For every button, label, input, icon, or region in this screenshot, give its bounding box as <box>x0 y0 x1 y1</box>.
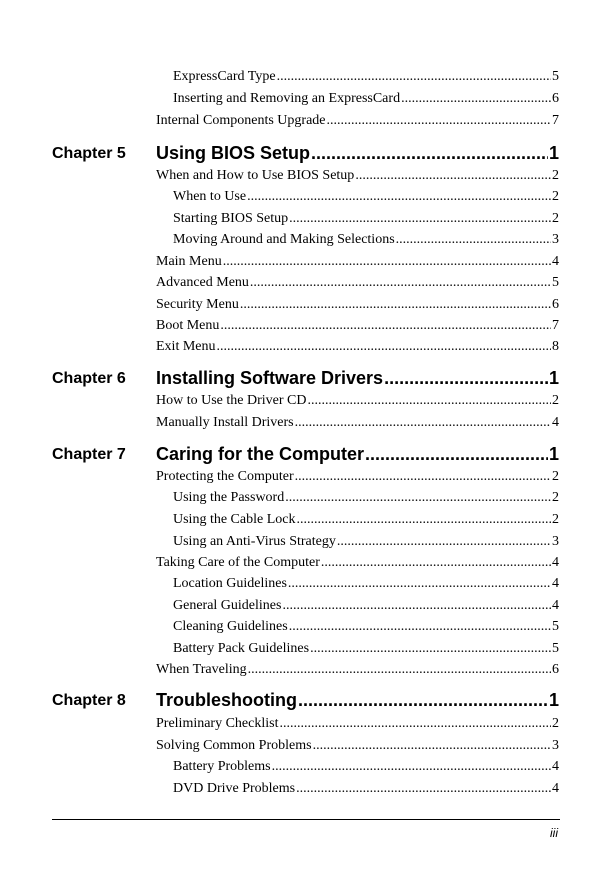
toc-entry[interactable] <box>173 189 559 205</box>
toc-entry-page: 2 <box>552 189 559 204</box>
toc-entry[interactable] <box>173 619 559 635</box>
chapter-title: Using BIOS Setup <box>156 143 311 163</box>
toc-entry-page: 5 <box>552 619 559 634</box>
toc-entry-title: Using the Cable Lock <box>173 512 296 527</box>
dot-leader <box>327 113 551 129</box>
toc-entry-page: 4 <box>552 254 559 269</box>
toc-entry-title: Taking Care of the Computer <box>156 555 320 570</box>
dot-leader <box>220 318 551 334</box>
dot-leader <box>250 275 551 291</box>
toc-entry[interactable] <box>156 297 559 313</box>
dot-leader <box>365 444 548 465</box>
toc-entry[interactable] <box>156 113 559 129</box>
dot-leader <box>247 189 551 205</box>
toc-entry-title: When Traveling <box>156 662 247 677</box>
dot-leader <box>310 641 551 657</box>
dot-leader <box>289 211 551 227</box>
dot-leader <box>248 662 551 678</box>
toc-entry[interactable] <box>156 469 559 485</box>
dot-leader <box>337 534 551 550</box>
toc-entry[interactable] <box>173 576 559 592</box>
chapter-title: Installing Software Drivers <box>156 368 384 388</box>
toc-entry[interactable] <box>156 716 559 732</box>
chapter-title: Caring for the Computer <box>156 444 365 464</box>
toc-entry-page: 5 <box>552 641 559 656</box>
dot-leader <box>307 393 551 409</box>
toc-entry-title: Inserting and Removing an ExpressCard <box>173 91 401 106</box>
toc-entry[interactable] <box>173 232 559 248</box>
dot-leader <box>321 555 551 571</box>
chapter-page: 1 <box>548 368 559 388</box>
dot-leader <box>401 91 551 107</box>
toc-entry-title: When and How to Use BIOS Setup <box>156 168 355 183</box>
toc-entry-title: Using the Password <box>173 490 285 505</box>
dot-leader <box>282 598 551 614</box>
toc-entry-page: 8 <box>552 339 559 354</box>
toc-entry-page: 2 <box>552 512 559 527</box>
toc-entry-title: Battery Problems <box>173 759 271 774</box>
dot-leader <box>311 143 548 164</box>
chapter-heading[interactable] <box>156 143 559 164</box>
toc-entry-page: 4 <box>552 576 559 591</box>
dot-leader <box>384 368 548 389</box>
toc-entry-title: Using an Anti-Virus Strategy <box>173 534 336 549</box>
toc-entry-title: Manually Install Drivers <box>156 415 294 430</box>
chapter-page: 1 <box>548 690 559 710</box>
chapter-page: 1 <box>548 444 559 464</box>
toc-entry-page: 6 <box>552 297 559 312</box>
dot-leader <box>288 576 551 592</box>
toc-entry-title: Security Menu <box>156 297 239 312</box>
dot-leader <box>217 339 552 355</box>
toc-entry-page: 2 <box>552 393 559 408</box>
toc-entry[interactable] <box>156 415 559 431</box>
dot-leader <box>295 415 551 431</box>
dot-leader <box>296 781 551 797</box>
toc-entry-title: Main Menu <box>156 254 222 269</box>
toc-entry-page: 6 <box>552 662 559 677</box>
toc-entry-title: Preliminary Checklist <box>156 716 279 731</box>
toc-entry-page: 5 <box>552 275 559 290</box>
toc-entry-title: Exit Menu <box>156 339 216 354</box>
toc-entry-page: 2 <box>552 490 559 505</box>
toc-entry[interactable] <box>173 759 559 775</box>
dot-leader <box>295 469 551 485</box>
toc-entry-title: Moving Around and Making Selections <box>173 232 395 247</box>
toc-entry-page: 6 <box>552 91 559 106</box>
dot-leader <box>240 297 551 313</box>
toc-entry[interactable] <box>173 598 559 614</box>
dot-leader <box>298 690 548 711</box>
toc-entry-title: Location Guidelines <box>173 576 287 591</box>
toc-entry-title: Advanced Menu <box>156 275 249 290</box>
dot-leader <box>272 759 551 775</box>
chapter-label: Chapter 7 <box>52 446 126 463</box>
toc-entry-title: Starting BIOS Setup <box>173 211 289 226</box>
dot-leader <box>396 232 551 248</box>
toc-entry-page: 3 <box>552 738 559 753</box>
toc-entry-title: When to Use <box>173 189 247 204</box>
dot-leader <box>223 254 551 270</box>
toc-entry[interactable] <box>156 555 559 571</box>
toc-entry[interactable] <box>173 781 559 797</box>
toc-entry[interactable] <box>156 254 559 270</box>
toc-entry-title: General Guidelines <box>173 598 282 613</box>
toc-entry-page: 2 <box>552 211 559 226</box>
chapter-heading[interactable] <box>156 368 559 389</box>
chapter-heading[interactable] <box>156 690 559 711</box>
toc-entry-page: 7 <box>552 113 559 128</box>
dot-leader <box>289 619 551 635</box>
dot-leader <box>277 69 551 85</box>
dot-leader <box>285 490 551 506</box>
toc-entry-page: 3 <box>552 232 559 247</box>
chapter-label: Chapter 6 <box>52 370 126 387</box>
dot-leader <box>355 168 551 184</box>
toc-entry-page: 4 <box>552 759 559 774</box>
toc-entry[interactable] <box>156 318 559 334</box>
dot-leader <box>313 738 551 754</box>
toc-entry-title: Battery Pack Guidelines <box>173 641 310 656</box>
toc-entry-page: 5 <box>552 69 559 84</box>
dot-leader <box>296 512 551 528</box>
toc-entry[interactable] <box>173 641 559 657</box>
toc-entry-title: How to Use the Driver CD <box>156 393 307 408</box>
toc-entry[interactable] <box>173 69 559 85</box>
toc-entry-page: 4 <box>552 555 559 570</box>
toc-entry[interactable] <box>173 91 559 107</box>
toc-entry-title: Cleaning Guidelines <box>173 619 288 634</box>
toc-entry-page: 2 <box>552 469 559 484</box>
toc-entry-title: Solving Common Problems <box>156 738 312 753</box>
chapter-label: Chapter 5 <box>52 145 126 162</box>
toc-entry-page: 4 <box>552 415 559 430</box>
toc-entry-title: DVD Drive Problems <box>173 781 296 796</box>
toc-entry-page: 4 <box>552 598 559 613</box>
toc-entry[interactable] <box>156 738 559 754</box>
toc-entry[interactable] <box>173 490 559 506</box>
footer-rule <box>52 819 560 820</box>
toc-entry[interactable] <box>173 211 559 227</box>
toc-entry-page: 3 <box>552 534 559 549</box>
toc-entry[interactable] <box>156 339 559 355</box>
page-number: iii <box>550 826 558 840</box>
toc-entry-title: Boot Menu <box>156 318 220 333</box>
chapter-heading[interactable] <box>156 444 559 465</box>
toc-entry[interactable] <box>156 275 559 291</box>
chapter-title: Troubleshooting <box>156 690 297 710</box>
toc-entry-page: 4 <box>552 781 559 796</box>
toc-entry-title: ExpressCard Type <box>173 69 276 84</box>
toc-entry-page: 7 <box>552 318 559 333</box>
chapter-page: 1 <box>548 143 559 163</box>
chapter-label: Chapter 8 <box>52 692 126 709</box>
toc-entry-title: Internal Components Upgrade <box>156 113 326 128</box>
toc-entry[interactable] <box>173 512 559 528</box>
toc-entry-page: 2 <box>552 168 559 183</box>
toc-entry-title: Protecting the Computer <box>156 469 294 484</box>
toc-entry-page: 2 <box>552 716 559 731</box>
toc-entry[interactable] <box>173 534 559 550</box>
dot-leader <box>279 716 551 732</box>
toc-entry[interactable] <box>156 662 559 678</box>
toc-entry[interactable] <box>156 393 559 409</box>
toc-entry[interactable] <box>156 168 559 184</box>
